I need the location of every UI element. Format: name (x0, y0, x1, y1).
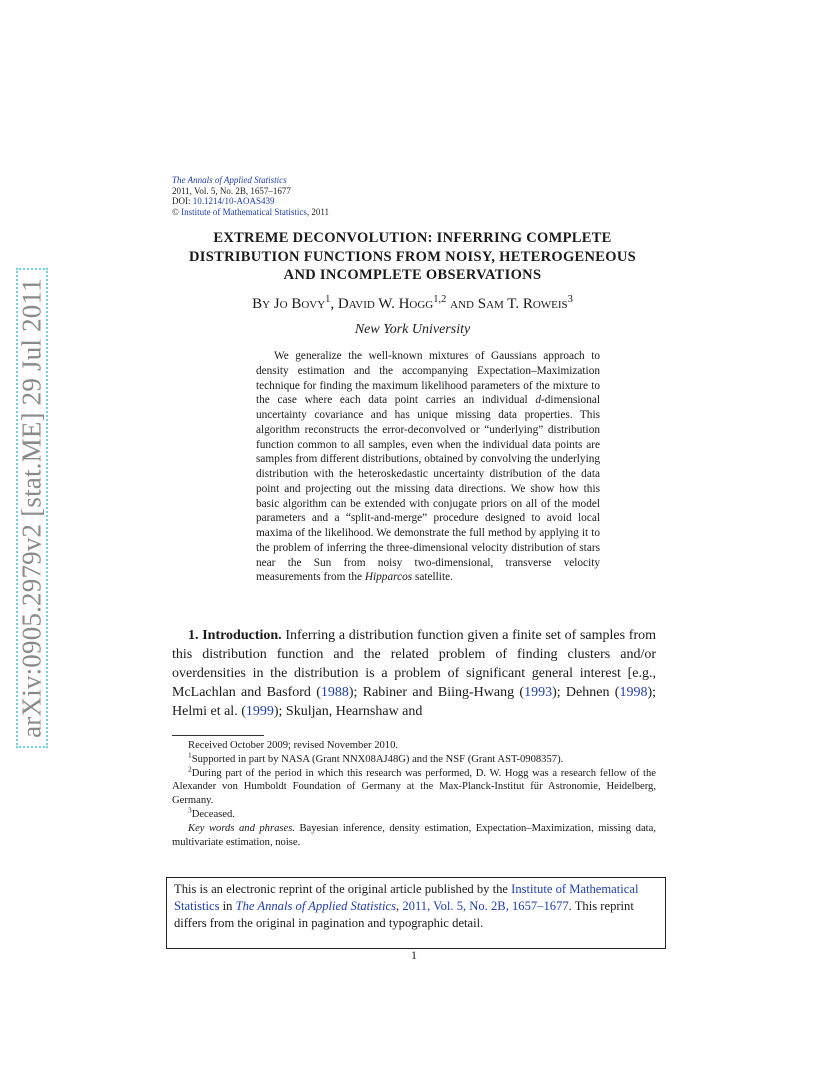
journal-header (172, 175, 329, 217)
footnote-1 (172, 750, 656, 767)
footnotes (172, 739, 656, 849)
footnote-3 (172, 805, 656, 822)
footnote-2 (172, 764, 656, 808)
abstract (256, 349, 600, 585)
copyright-line (172, 207, 329, 218)
footnote-2-mark: 2 (188, 764, 192, 774)
doi-line (172, 196, 329, 207)
abstract-text-3: satellite. (412, 571, 453, 584)
received-note: Received October 2009; revised November 2010. (188, 740, 399, 751)
citation-link[interactable]: 1998 (619, 685, 648, 700)
reprint-text-in: in (219, 899, 236, 913)
reprint-text-2: . This reprint differs from the original in pagination and typographic detail. (174, 899, 634, 930)
intro-text-1: Inferring a distribution function given a finite set of samples from this distribution function and the related problem of finding clusters and/or overdensities in the distribution is a problem of significant general interest [e.g., McLachlan and Basford ( (172, 628, 656, 700)
reprint-text-1: This is an electronic reprint of the original article published by the (174, 882, 512, 896)
intro-text-3: ); Dehnen ( (552, 685, 620, 700)
copyright-icon: © (172, 206, 179, 217)
copyright-year: , 2011 (306, 206, 329, 217)
arxiv-id[interactable]: arXiv:0905.2979v2 [stat.ME] 29 Jul 2011 (16, 278, 47, 738)
journal-name[interactable]: The Annals of Applied Statistics (172, 175, 287, 185)
citation-link[interactable]: 1988 (320, 685, 349, 700)
page-number-value: 1 (411, 948, 417, 962)
title-line-1: EXTREME DECONVOLUTION: INFERRING COMPLETE (213, 230, 612, 246)
abstract-hipparcos: Hipparcos (364, 571, 413, 584)
title-line-2: DISTRIBUTION FUNCTIONS FROM NOISY, HETEROGENEOUS (189, 248, 636, 265)
footnote-1-text: Supported in part by NASA (Grant NNX08AJ48G) and the NSF (Grant AST-0908357). (191, 753, 564, 765)
doi-prefix: DOI: (172, 196, 193, 206)
keywords-text: Bayesian inference, density estimation, Expectation–Maximization, missing data, multivariate estimation, noise. (172, 822, 656, 848)
author-1-mark: 1 (325, 294, 331, 305)
introduction-paragraph (172, 626, 656, 721)
ims-link[interactable]: Institute of Mathematical Statistics (174, 882, 639, 913)
reprint-notice (166, 877, 666, 949)
volume-line: 2011, Vol. 5, No. 2B, 1657–1677 (172, 185, 291, 196)
intro-text-5: ); Skuljan, Hearnshaw and (273, 704, 423, 719)
author-3: and Sam T. Roweis (446, 296, 568, 312)
keywords (172, 822, 656, 850)
ims-link[interactable]: Institute of Mathematical Statistics (181, 206, 307, 217)
citation-link[interactable]: 1993 (524, 685, 553, 700)
footnote-2-text: During part of the period in which this research was performed, D. W. Hogg was a research fellow of the Alexander von Humboldt Foundation of Germany at the Max-Planck-Institut für Astronomie, Heidelberg, Germany. (172, 767, 656, 807)
arxiv-stamp (16, 268, 48, 748)
author-2: , David W. Hogg (330, 296, 434, 312)
paper-title (160, 229, 665, 285)
reprint-comma: , (396, 899, 400, 913)
author-2-mark: 1,2 (433, 294, 447, 305)
author-3-mark: 3 (567, 294, 573, 305)
abstract-text-1: We generalize the well-known mixtures of Gaussians approach to density estimation and the accompanying Expectation–Maximization technique for finding the maximum likelihood parameters of the mixture to the case where each data point carries an individual (256, 350, 600, 407)
intro-text-2: ); Rabiner and Biing-Hwang ( (348, 685, 525, 700)
keywords-label: Key words and phrases. (188, 822, 295, 834)
footnote-rule (172, 735, 264, 736)
footnote-3-text: Deceased. (191, 808, 235, 820)
author-1: By Jo Bovy (252, 296, 326, 312)
title-line-3: AND INCOMPLETE OBSERVATIONS (283, 267, 542, 283)
citation-link[interactable]: 1999 (245, 704, 274, 719)
journal-link[interactable]: The Annals of Applied Statistics (235, 899, 397, 913)
abstract-text-2: -dimensional uncertainty covariance and has unique missing data properties. This algorithm reconstructs the error-deconvolved or “underlying” distribution function common to all samples, even when the individual data points are samples from different distributions, obtained by convolving the underlying distribution with the heteroskedastic uncertainty distribution of the data point and projecting out the missing data directions. We show how this basic algorithm can be extended with conjugate priors on all of the model parameters and a “split-and-merge” procedure designed to avoid local maxima of the likelihood. We demonstrate the full method by applying it to the problem of inferring the three-dimensional velocity distribution of stars near the Sun from noisy two-dimensional, transverse velocity measurements from the (256, 394, 600, 584)
footnote-3-mark: 3 (188, 805, 192, 815)
author-list (160, 296, 665, 313)
page-number (0, 948, 828, 963)
footnote-1-mark: 1 (188, 750, 192, 760)
doi-link[interactable]: 10.1214/10-AOAS439 (192, 196, 275, 206)
section-heading: 1. Introduction. (188, 628, 282, 643)
abstract-math-d: d (535, 394, 542, 407)
citation-link[interactable]: 2011, Vol. 5, No. 2B, 1657–1677 (402, 899, 569, 913)
affiliation: New York University (354, 322, 471, 337)
intro-text-4: ); Helmi et al. ( (172, 685, 656, 719)
